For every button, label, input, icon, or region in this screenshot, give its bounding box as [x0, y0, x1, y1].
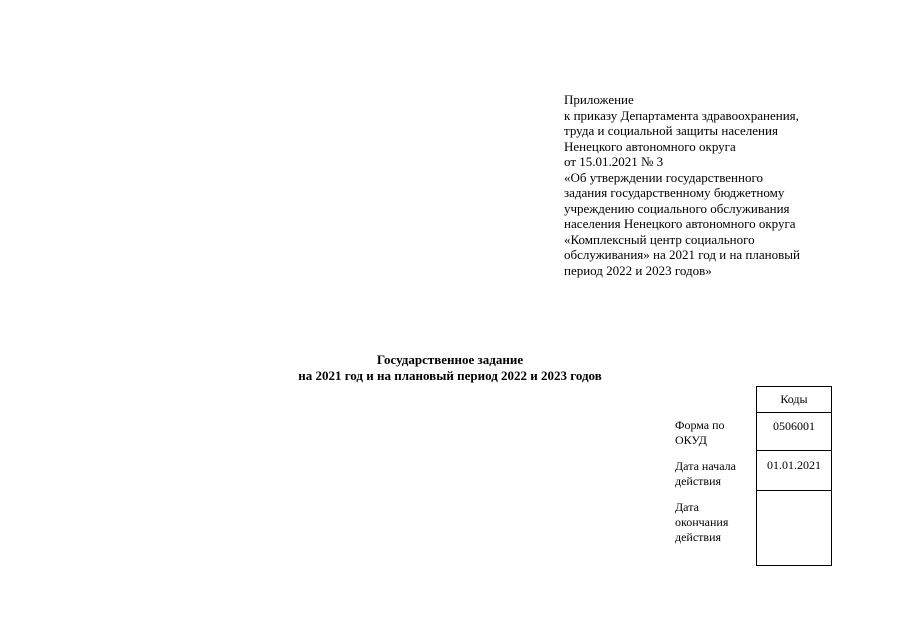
okud-form-label	[675, 418, 725, 448]
okud-code-cell: 0506001	[757, 413, 832, 451]
appendix-block	[564, 92, 884, 278]
document-title	[230, 352, 670, 384]
appendix-line: от 15.01.2021 № 3	[564, 154, 664, 169]
end-date-cell	[757, 491, 832, 566]
label-line: Дата начала	[675, 459, 736, 473]
appendix-line: труда и социальной защиты населения	[564, 123, 778, 138]
appendix-line: учреждению социального обслуживания	[564, 200, 790, 216]
appendix-line: период 2022 и 2023 годов»	[564, 262, 712, 278]
appendix-line: задания государственному бюджетному	[564, 185, 785, 200]
table-row	[757, 387, 832, 413]
appendix-line: к приказу Департамента здравоохранения,	[564, 107, 799, 123]
label-line: окончания	[675, 515, 729, 529]
appendix-line: Приложение	[564, 92, 634, 107]
label-line: действия	[675, 474, 722, 488]
label-line: Дата	[675, 500, 699, 514]
start-date-cell: 01.01.2021	[757, 451, 832, 491]
start-date-label	[675, 459, 736, 489]
appendix-line: «Об утверждении государственного	[564, 169, 763, 185]
appendix-line: населения Ненецкого автономного округа	[564, 216, 796, 231]
label-line: ОКУД	[675, 433, 707, 447]
appendix-line: обслуживания» на 2021 год и на плановый	[564, 247, 800, 262]
codes-table	[756, 386, 832, 566]
codes-header: Коды	[757, 387, 832, 413]
label-line: Форма по	[675, 418, 725, 432]
table-row	[757, 451, 832, 491]
title-line-2: на 2021 год и на плановый период 2022 и 2023 годов	[298, 368, 602, 383]
title-line-1: Государственное задание	[376, 352, 524, 367]
label-line: действия	[675, 530, 722, 544]
end-date-label	[675, 500, 728, 545]
appendix-line: Ненецкого автономного округа	[564, 138, 736, 154]
table-row	[757, 491, 832, 566]
appendix-line: «Комплексный центр социального	[564, 231, 755, 247]
table-row	[757, 413, 832, 451]
